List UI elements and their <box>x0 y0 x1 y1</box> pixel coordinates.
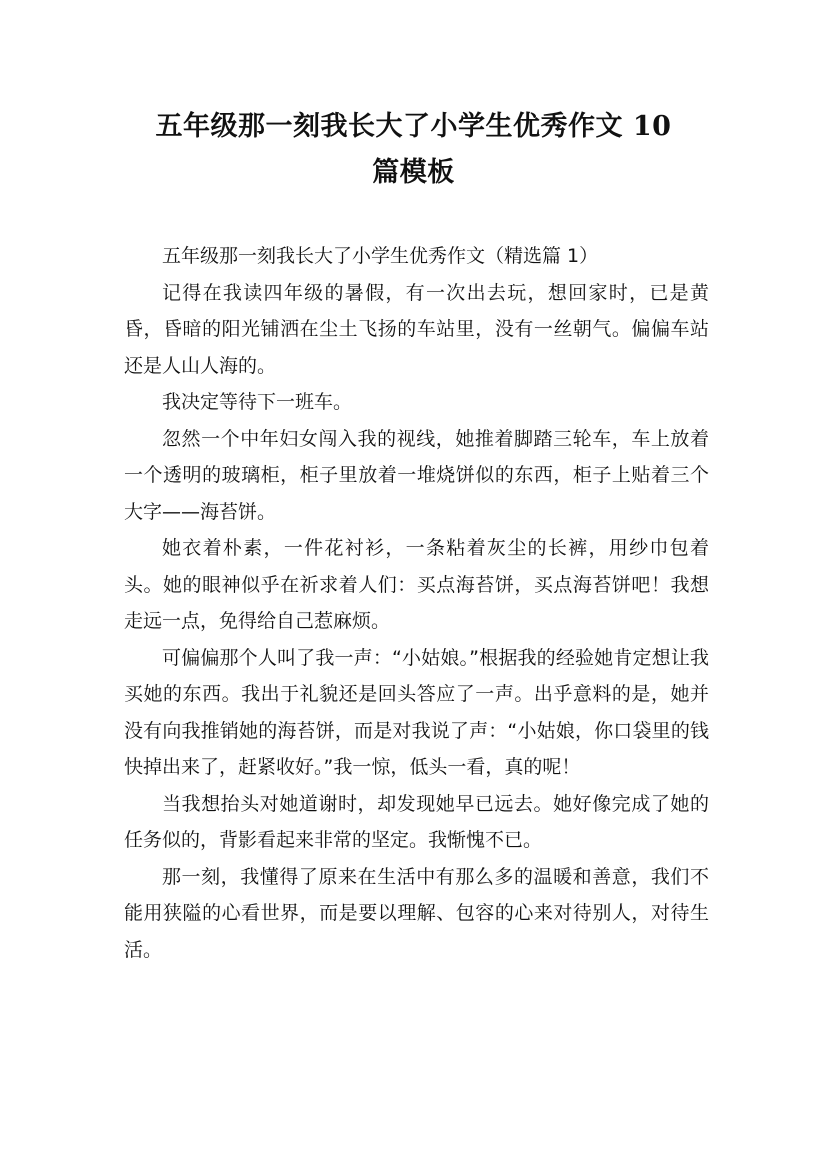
paragraph: 她衣着朴素，一件花衬衫，一条粘着灰尘的长裤，用纱巾包着头。她的眼神似乎在祈求着人们：买点海苔饼，买点海苔饼吧！我想走远一点，免得给自己惹麻烦。 <box>124 537 709 632</box>
paragraph: 当我想抬头对她道谢时，却发现她早已远去。她好像完成了她的任务似的，背影看起来非常的坚定。我惭愧不已。 <box>124 792 709 851</box>
paragraph: 记得在我读四年级的暑假，有一次出去玩，想回家时，已是黄昏，昏暗的阳光铺洒在尘土飞扬的车站里，没有一丝朝气。偏偏车站还是人山人海的。 <box>124 281 709 377</box>
title-line-1: 五年级那一刻我长大了小学生优秀作文 10 <box>155 111 672 142</box>
paragraph: 我决定等待下一班车。 <box>162 391 353 413</box>
document-title <box>100 104 727 196</box>
paragraph: 可偏偏那个人叫了我一声：“小姑娘。”根据我的经验她肯定想让我买她的东西。我出于礼貌还是回头答应了一声。出乎意料的是，她并没有向我推销她的海苔饼，而是对我说了声：“小姑娘，你口袋里的钱快掉出来了，赶紧收好。”我一惊，低头一看，真的呢！ <box>124 646 709 778</box>
title-line-2: 篇模板 <box>372 157 455 188</box>
paragraph: 那一刻，我懂得了原来在生活中有那么多的温暖和善意，我们不能用狭隘的心看世界，而是要以理解、包容的心来对待别人，对待生活。 <box>124 865 709 961</box>
paragraph: 忽然一个中年妇女闯入我的视线，她推着脚踏三轮车，车上放着一个透明的玻璃柜，柜子里放着一堆烧饼似的东西，柜子上贴着三个大字——海苔饼。 <box>124 427 709 523</box>
section-heading: 五年级那一刻我长大了小学生优秀作文（精选篇 1） <box>162 245 599 267</box>
document-body <box>124 238 709 968</box>
